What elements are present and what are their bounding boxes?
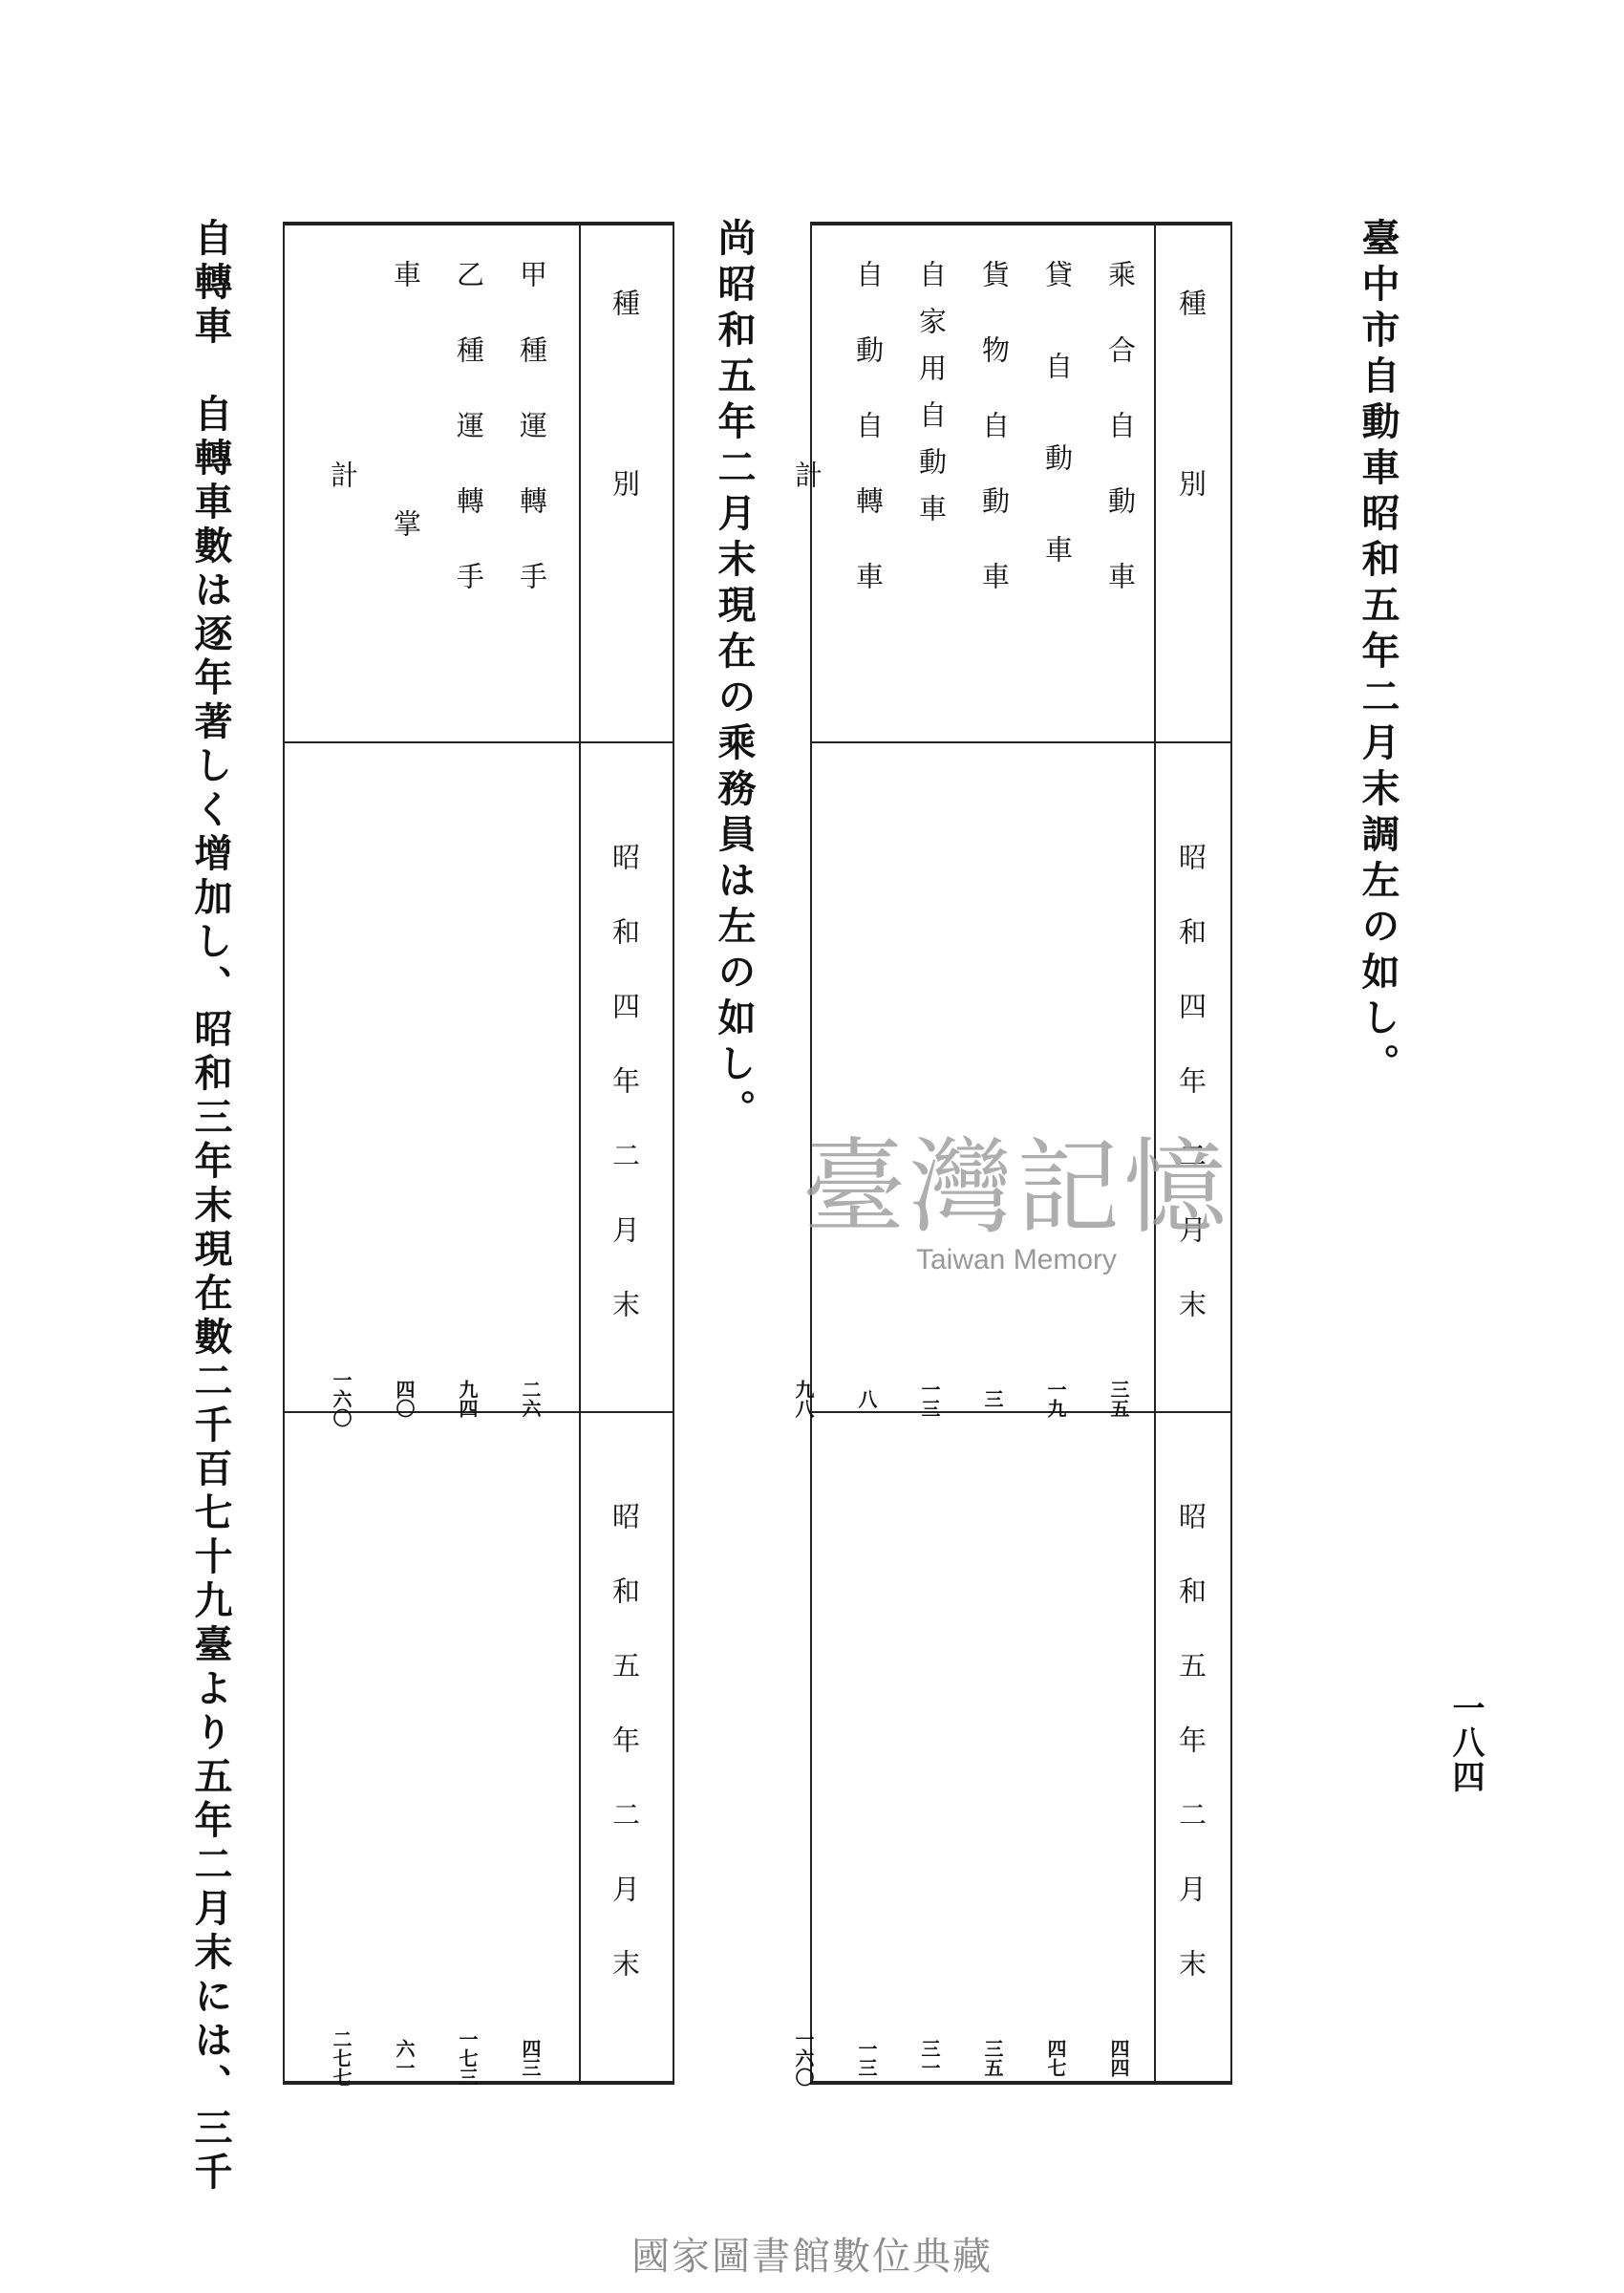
row-label: 自動自轉車 <box>852 260 885 637</box>
row-label: 貸自動車 <box>1041 260 1074 627</box>
body-paragraph-bicycles: 自轉車 自轉車數は逐年著しく增加し、昭和三年末現在數二千百七十九臺より五年二月末には、三千 <box>188 218 233 2196</box>
heading-automobiles: 臺中市自動車昭和五年二月末調左の如し。 <box>1356 218 1400 1089</box>
row-label: 乘合自動車 <box>1104 260 1137 637</box>
value-showa-5: 一三 <box>855 2039 878 2077</box>
watermark-en: Taiwan Memory <box>915 1244 1118 1275</box>
header-category: 種別 <box>1175 289 1207 650</box>
value-showa-5: 四四 <box>1107 2039 1130 2077</box>
row-label-total: 計 <box>327 461 359 504</box>
value-showa-5: 三五 <box>981 2039 1004 2077</box>
row-label: 貨物自動車 <box>978 260 1011 637</box>
header-showa-5: 昭和五年二月末 <box>1175 1502 1207 2024</box>
value-showa-4-total: 九八 <box>792 1380 815 1418</box>
value-showa-4: 八 <box>855 1389 878 1408</box>
header-showa-4: 昭和四年二月末 <box>1175 843 1207 1364</box>
value-showa-5-total: 二七七 <box>330 2029 353 2087</box>
value-showa-5: 四三 <box>519 2039 542 2077</box>
value-showa-5-total: 一六〇 <box>792 2029 815 2087</box>
header-showa-5: 昭和五年二月末 <box>609 1502 641 2024</box>
value-showa-5: 六一 <box>393 2039 416 2077</box>
value-showa-4: 九四 <box>456 1380 479 1418</box>
row-label: 車掌 <box>390 260 422 759</box>
row-label: 自家用自動車 <box>915 260 948 541</box>
value-showa-4-total: 一六〇 <box>330 1370 353 1427</box>
table-crew <box>283 222 673 2085</box>
value-showa-4: 一九 <box>1044 1380 1067 1418</box>
value-showa-4: 三 <box>981 1389 1004 1408</box>
taiwan-memory-watermark <box>802 1128 1231 1276</box>
value-showa-4: 二六 <box>519 1380 542 1418</box>
watermark-cjk: 臺灣記憶 <box>802 1128 1231 1248</box>
value-showa-4: 三五 <box>1107 1380 1130 1418</box>
heading-crew: 尚昭和五年二月末現在の乘務員は左の如し。 <box>712 218 757 1135</box>
header-category: 種別 <box>609 289 641 650</box>
value-showa-5: 四七 <box>1044 2039 1067 2077</box>
value-showa-5: 三一 <box>918 2039 941 2077</box>
value-showa-5: 一七三 <box>456 2029 479 2087</box>
value-showa-4: 四〇 <box>393 1380 416 1418</box>
row-label: 甲種運轉手 <box>516 260 548 637</box>
page-number: 一八四 <box>1446 1691 1485 1794</box>
header-showa-4: 昭和四年二月末 <box>609 843 641 1364</box>
row-label: 乙種運轉手 <box>453 260 485 637</box>
row-label-total: 計 <box>791 461 823 504</box>
value-showa-4: 一三 <box>918 1380 941 1418</box>
footer-library-credit: 國家圖書館數位典藏 <box>631 2235 993 2279</box>
